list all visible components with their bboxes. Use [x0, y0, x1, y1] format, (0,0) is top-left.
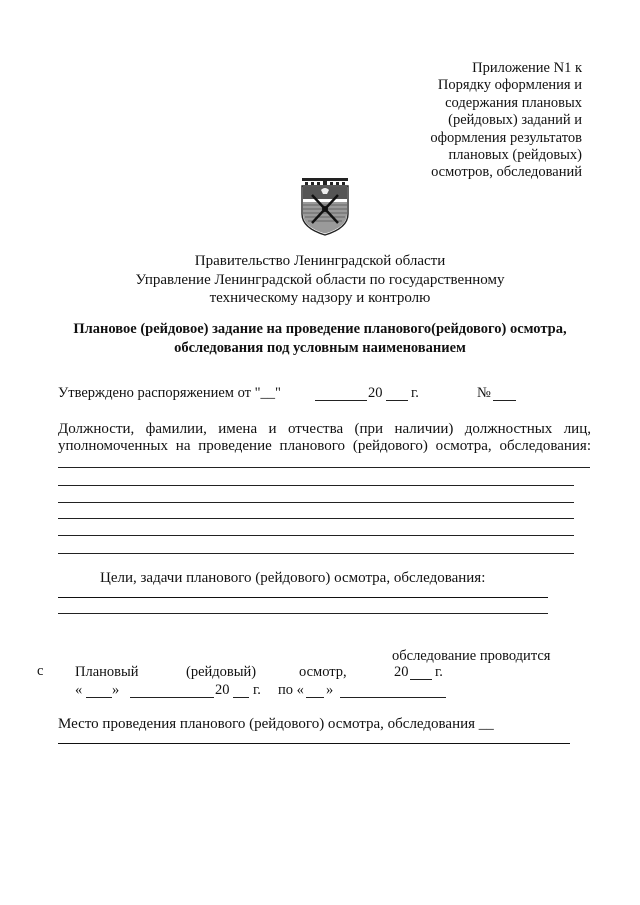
start-year-prefix: 20: [215, 682, 230, 698]
org-line: техническому надзору и контролю: [209, 290, 431, 306]
period-word-inspection: осмотр,: [299, 664, 347, 680]
place-blank-line[interactable]: [58, 743, 570, 744]
period-prefix: с: [37, 663, 44, 679]
start-open-quote: «: [75, 682, 83, 698]
order-number-label: №: [477, 385, 491, 401]
approved-date-blank[interactable]: [315, 400, 367, 401]
period-word-planned: Плановый: [75, 664, 139, 680]
period-year-right: 20: [394, 664, 409, 680]
start-close-quote: »: [112, 682, 120, 698]
title-line: Плановое (рейдовое) задание на проведение планового(рейдового) осмотра,: [73, 321, 567, 337]
appendix-line: плановых (рейдовых): [448, 147, 582, 164]
officials-blank-line[interactable]: [58, 535, 574, 536]
inspection-conducted-text: обследование проводится: [392, 648, 551, 664]
period-year-right-suffix: г.: [435, 664, 443, 680]
start-year-blank[interactable]: [233, 697, 249, 698]
start-year-suffix: г.: [253, 682, 261, 698]
org-line: Управление Ленинградской области по государственному: [135, 271, 505, 288]
start-day-blank[interactable]: [86, 697, 112, 698]
appendix-line: оформления результатов: [430, 129, 582, 146]
place-label: Место проведения планового (рейдового) осмотра, обследования __: [58, 716, 494, 732]
organization-header: [0, 252, 640, 308]
appendix-line: Порядку оформления и: [437, 77, 582, 94]
goals-label: Цели, задачи планового (рейдового) осмотра, обследования:: [100, 570, 486, 586]
officials-blank-line[interactable]: [58, 518, 574, 519]
appendix-reference: [430, 60, 582, 182]
officials-blank-line[interactable]: [58, 553, 574, 554]
org-line: Правительство Ленинградской области: [194, 253, 446, 269]
goals-blank-line[interactable]: [58, 613, 548, 614]
end-month-year-blank[interactable]: [340, 697, 446, 698]
officials-blank-line[interactable]: [58, 502, 574, 503]
coat-of-arms-emblem: [299, 178, 351, 236]
appendix-line: (рейдовых) заданий и: [448, 112, 582, 129]
approved-year-suffix: г.: [411, 385, 419, 401]
end-close-quote: »: [326, 682, 334, 698]
approved-label: Утверждено распоряжением от "__": [58, 385, 281, 401]
period-year-right-blank[interactable]: [410, 679, 432, 680]
goals-blank-line[interactable]: [58, 597, 548, 598]
officials-blank-line[interactable]: [58, 467, 590, 468]
appendix-line: содержания плановых: [445, 94, 582, 111]
appendix-line: осмотров, обследований: [431, 164, 582, 181]
approved-year-blank[interactable]: [386, 400, 408, 401]
approved-year-prefix: 20: [368, 385, 383, 401]
officials-label-line2: уполномоченных на проведение планового (рейдового) осмотра, обследования:: [58, 438, 591, 454]
end-day-blank[interactable]: [306, 697, 324, 698]
end-date-label: по «: [278, 682, 304, 698]
period-word-raid: (рейдовый): [186, 664, 257, 680]
start-month-blank[interactable]: [130, 697, 214, 698]
officials-blank-line[interactable]: [58, 485, 574, 486]
appendix-line: Приложение N1 к: [472, 60, 582, 76]
document-title: [0, 320, 640, 357]
order-number-blank[interactable]: [493, 400, 516, 401]
title-line: обследования под условным наименованием: [174, 339, 466, 356]
officials-label-line1: Должности, фамилии, имена и отчества (при наличии) должностных лиц,: [58, 421, 591, 437]
